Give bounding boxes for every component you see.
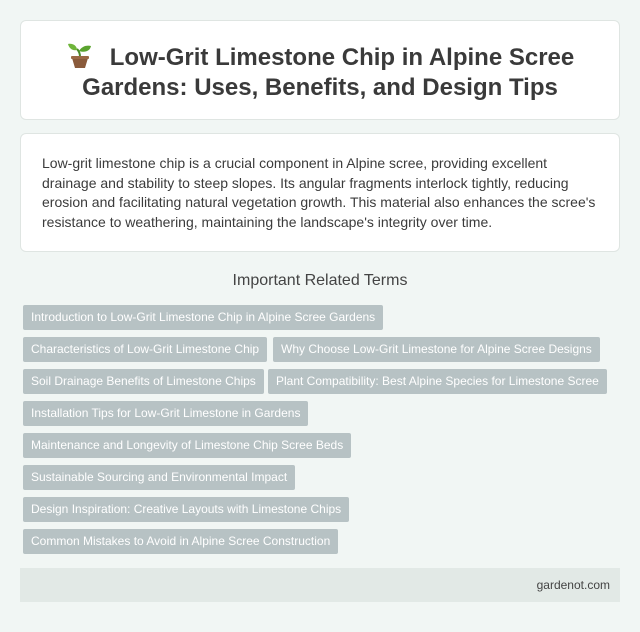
related-term-tag[interactable]: Characteristics of Low-Grit Limestone Chip <box>23 337 267 362</box>
related-term-tag[interactable]: Why Choose Low-Grit Limestone for Alpine Scree Designs <box>273 337 600 362</box>
related-term-tag[interactable]: Installation Tips for Low-Grit Limestone in Gardens <box>23 401 308 426</box>
related-term-tag[interactable]: Introduction to Low-Grit Limestone Chip in Alpine Scree Gardens <box>23 305 383 330</box>
related-term-tag[interactable]: Sustainable Sourcing and Environmental Impact <box>23 465 295 490</box>
footer-site-link[interactable]: gardenot.com <box>536 578 610 592</box>
related-term-tag[interactable]: Design Inspiration: Creative Layouts with Limestone Chips <box>23 497 349 522</box>
description-text: Low-grit limestone chip is a crucial component in Alpine scree, providing excellent drainage and stability to steep slopes. Its angular fragments interlock tightly, reducing erosion and facilitating natural vegetation growth. This material also enhances the scree's resistance to weathering, maintaining the landscape's integrity over time. <box>42 155 596 230</box>
description-card <box>20 133 620 252</box>
related-term-tag[interactable]: Plant Compatibility: Best Alpine Species for Limestone Scree <box>268 369 607 394</box>
related-term-tag[interactable]: Soil Drainage Benefits of Limestone Chips <box>23 369 264 394</box>
page-title <box>51 43 589 103</box>
related-terms-heading: Important Related Terms <box>232 272 408 289</box>
page-title-text: Low-Grit Limestone Chip in Alpine Scree Gardens: Uses, Benefits, and Design Tips <box>82 44 575 101</box>
sprout-icon <box>66 43 94 69</box>
related-term-tag[interactable]: Common Mistakes to Avoid in Alpine Scree Construction <box>23 529 338 554</box>
title-card <box>20 20 620 120</box>
related-term-tag[interactable]: Maintenance and Longevity of Limestone Chip Scree Beds <box>23 433 351 458</box>
footer <box>20 568 620 602</box>
